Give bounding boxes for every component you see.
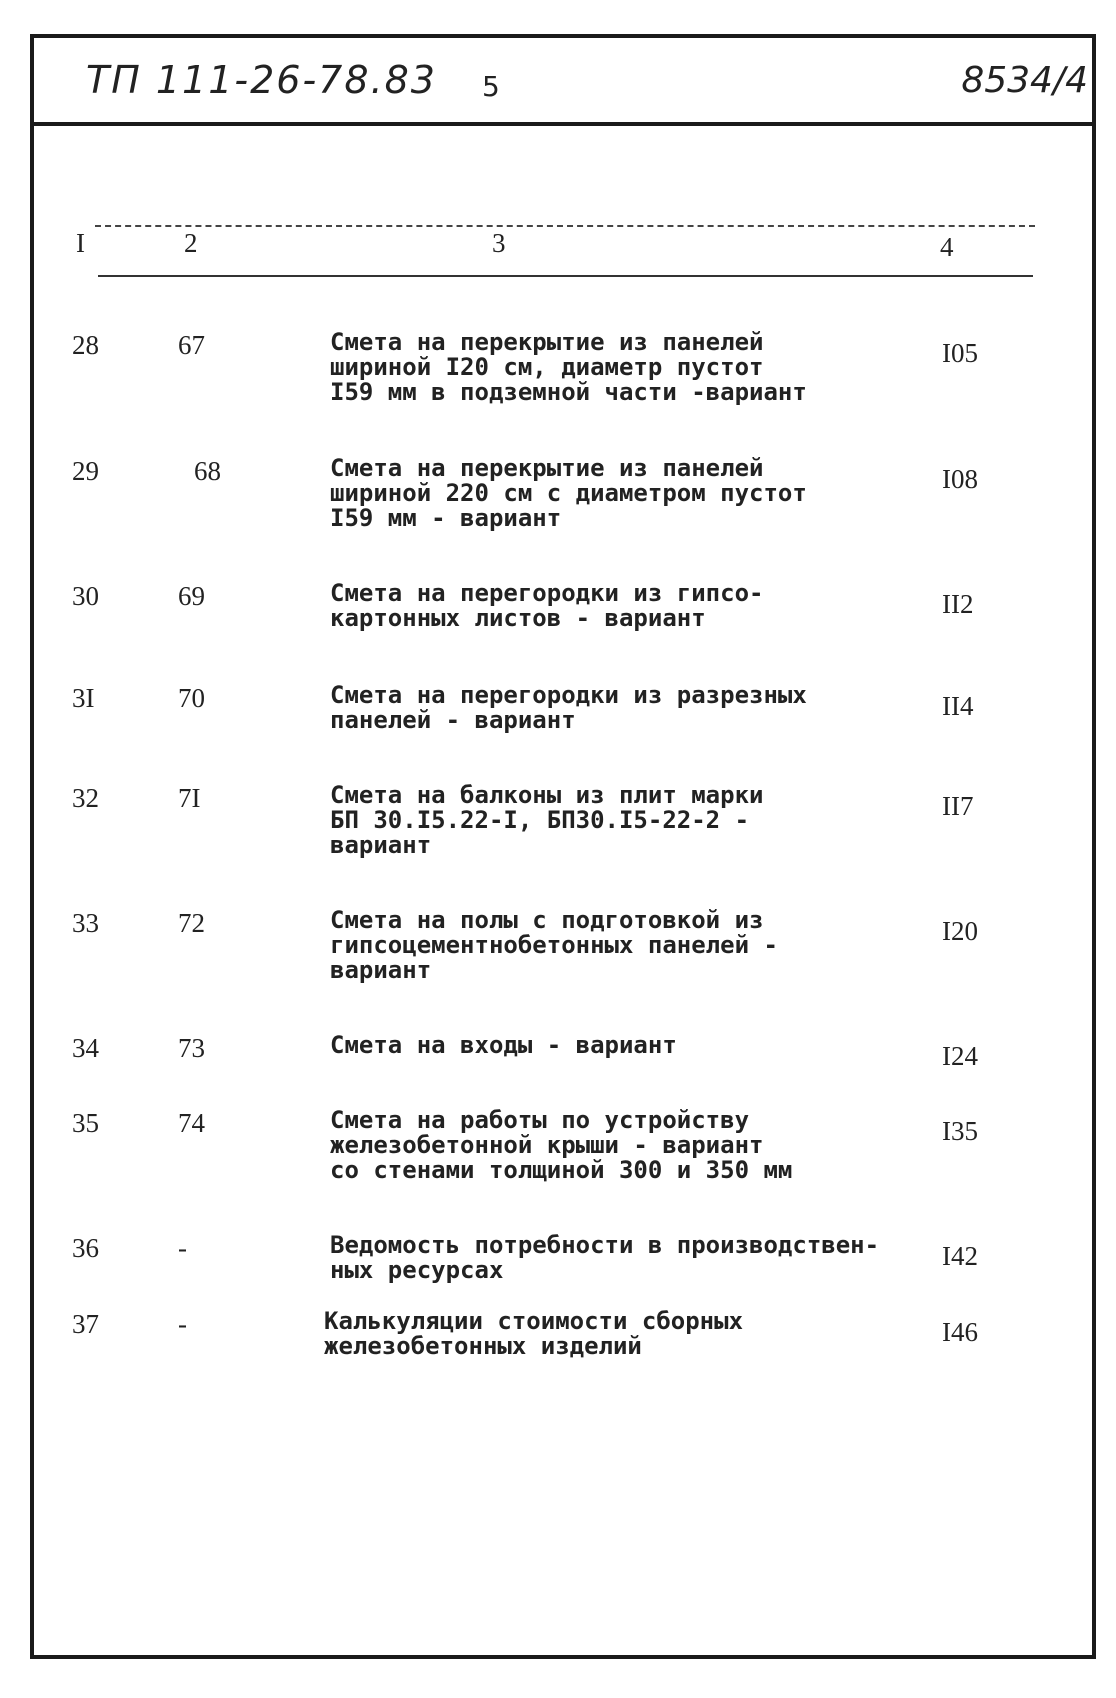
row-description: Смета на перегородки из гипсо- картонных листов - вариант [330, 579, 764, 632]
page-ref: I46 [942, 1317, 978, 1347]
page-ref: II4 [942, 691, 974, 721]
row-description: Смета на перегородки из разрезных панелей - вариант [330, 681, 807, 734]
sheet-number: 7I [178, 783, 201, 813]
row-number: 29 [72, 456, 99, 486]
header-bottom-rule [98, 275, 1033, 277]
row-description: Смета на перекрытие из панелей шириной 220 см с диаметром пустот I59 мм - вариант [330, 454, 807, 532]
page-ref: I35 [942, 1116, 978, 1146]
sheet-number: 74 [178, 1108, 205, 1138]
sheet-number: 72 [178, 908, 205, 938]
row-number: 33 [72, 908, 99, 938]
row-description: Смета на перекрытие из панелей шириной I20 см, диаметр пустот I59 мм в подземной части -вариант [330, 328, 807, 406]
page-ref: I20 [942, 916, 978, 946]
row-description: Смета на входы - вариант [330, 1031, 677, 1059]
row-description: Калькуляции стоимости сборных железобетонных изделий [324, 1307, 744, 1360]
sheet-number: - [178, 1233, 187, 1263]
sheet-number: 73 [178, 1033, 205, 1063]
document-code: ТП 111-26-78.83 [86, 58, 437, 102]
sheet-number: 69 [178, 581, 205, 611]
row-number: 28 [72, 330, 99, 360]
table-top-rule [95, 225, 1035, 227]
page-ref: I42 [942, 1241, 978, 1271]
page-ref: II7 [942, 791, 974, 821]
title-block-divider [30, 122, 1096, 126]
row-description: Смета на балконы из плит марки БП 30.I5.22-I, БП30.I5-22-2 - вариант [330, 781, 764, 859]
sheet-number: 68 [194, 456, 221, 486]
column-header-3: 3 [492, 228, 506, 258]
inventory-number: 8534/4 [961, 60, 1088, 101]
row-number: 36 [72, 1233, 99, 1263]
row-description: Смета на полы с подготовкой из гипсоцементнобетонных панелей - вариант [330, 906, 778, 984]
row-number: 30 [72, 581, 99, 611]
row-description: Смета на работы по устройству железобетонной крыши - вариант со стенами толщиной 300 и 350 мм [330, 1106, 793, 1184]
sheet-number: 67 [178, 330, 205, 360]
column-header-4: 4 [940, 232, 954, 262]
sheet-number: 70 [178, 683, 205, 713]
page-ref: II2 [942, 589, 974, 619]
column-header-1: I [76, 228, 85, 258]
row-number: 35 [72, 1108, 99, 1138]
row-number: 37 [72, 1309, 99, 1339]
row-number: 34 [72, 1033, 99, 1063]
column-header-2: 2 [184, 228, 198, 258]
page-ref: I08 [942, 464, 978, 494]
row-number: 32 [72, 783, 99, 813]
page-ref: I05 [942, 338, 978, 368]
page-number: 5 [482, 70, 500, 103]
page-ref: I24 [942, 1041, 978, 1071]
row-description: Ведомость потребности в производствен- ных ресурсах [330, 1231, 880, 1284]
row-number: 3I [72, 683, 95, 713]
sheet-number: - [178, 1309, 187, 1339]
